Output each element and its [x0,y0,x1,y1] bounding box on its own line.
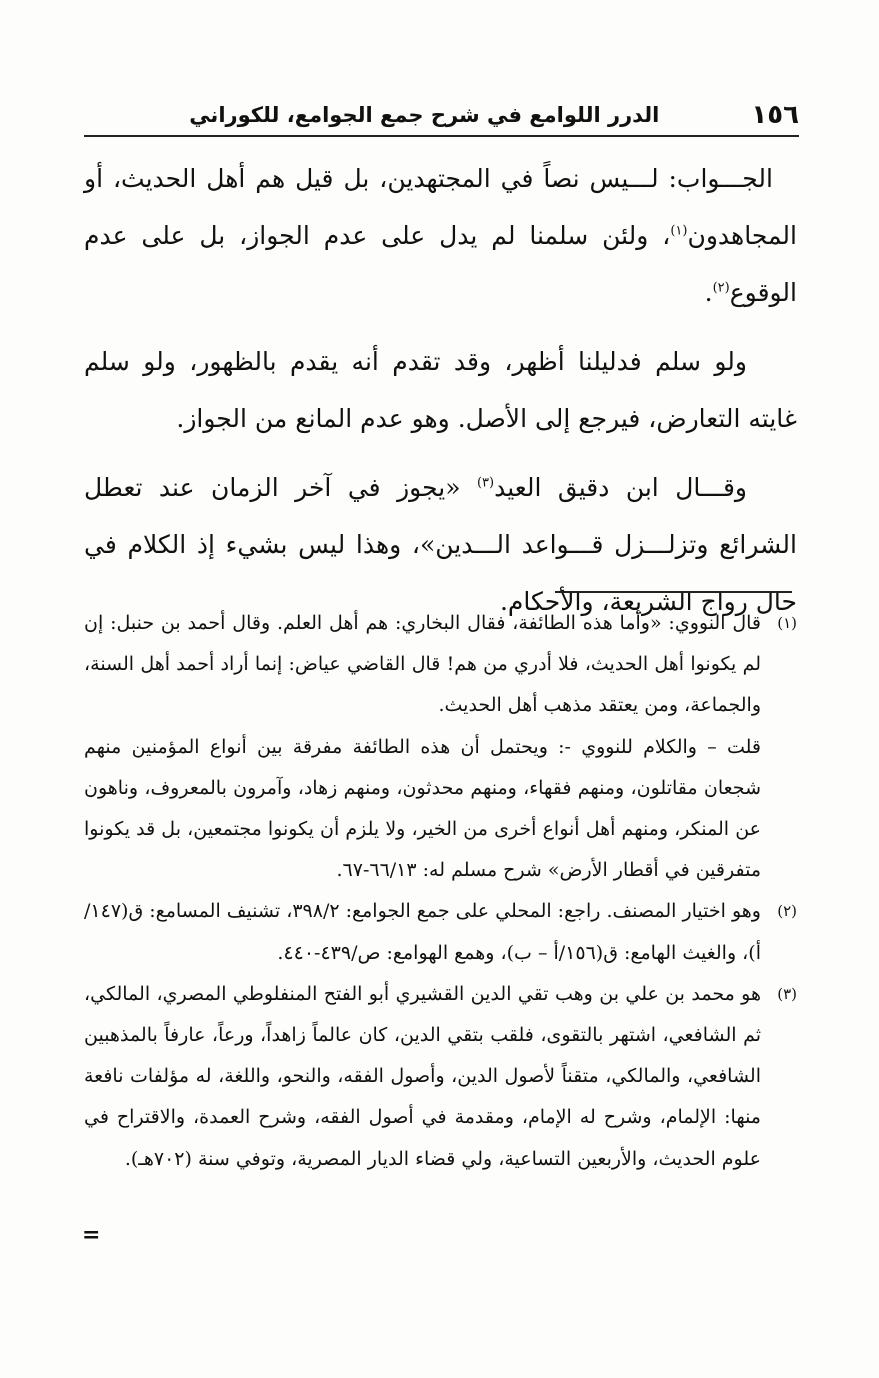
page-number: ١٥٦ [751,100,799,130]
footnote-number: (٢) [777,902,797,921]
header-rule [84,135,799,137]
footnote-2 [84,891,797,973]
footnote-ref-3[interactable]: (٣) [476,475,495,491]
footnote-text: قال النووي: «وأما هذه الطائفة، فقال البخاري: هم أهل العلم. وقال أحمد بن حنبل: إن لم يكونوا أهل الحديث، فلا أدري من هم! قال القاضي عياض: إنما أراد أحمد أهل السنة، والجماعة، ومن يعتقد مذهب أهل الحديث. [84,612,761,717]
footnote-3 [84,974,797,1180]
paragraph-ibn-daqiq: وقـــال ابن دقيق العيد$^{(٣)}$ «يجوز في آخر الزمان عند تعطل الشرائع وتزلـــزل قـــواعد الـــدين»، وهذا ليس بشيء إذ الكلام في حال رواج الشريعة، والأحكام. [84,473,797,616]
running-title: الدرر اللوامع في شرح جمع الجوامع، للكوراني [189,103,660,127]
footnote-number: (٣) [777,984,797,1003]
footnotes [84,603,797,1180]
footnote-text: قلت – والكلام للنووي -: ويحتمل أن هذه الطائفة مفرقة بين أنواع المؤمنين منهم شجعان مقاتلون، ومنهم فقهاء، ومنهم محدثون، ومنهم زهاد، وآمرون بالمعروف، وناهون عن المنكر، ومنهم أهل أنواع أخرى من الخير، ولا يلزم أن يكونوا مجتمعين، بل قد يكونوا متفرقين في أقطار الأرض» شرح مسلم له: ٦٦/١٣-٦٧. [84,735,761,882]
footnote-number: (١) [777,614,797,632]
footnote-ref-2[interactable]: (٢) [712,280,730,296]
continuation-mark: = [82,1222,101,1248]
footnote-text: وهو اختيار المصنف. راجع: المحلي على جمع الجوامع: ٣٩٨/٢، تشنيف المسامع: ق(١٤٧/أ)، والغيث الهامع: ق(١٥٦/أ – ب)، وهمع الهوامع: ص/٤٣٩-٤٤٠. [84,900,761,964]
footnote-ref-1[interactable]: (١) [670,223,688,239]
page-header [84,95,799,135]
paragraph-evidence: ولو سلم فدليلنا أظهر، وقد تقدم أنه يقدم بالظهور، ولو سلم غايته التعارض، فيرجع إلى الأصل. وهو عدم المانع من الجواز. [84,347,797,433]
main-text [84,150,797,642]
paragraph-answer: الجـــواب: لـــيس نصاً في المجتهدين، بل قيل هم أهل الحديث، أو المجاهدون$^{(١)}$، ولئن سلمنا لم يدل على عدم الجواز، بل على عدم الوقوع$^{(٢)}$. [84,164,797,307]
footnote-1 [84,603,797,891]
footnote-text: هو محمد بن علي بن وهب تقي الدين القشيري أبو الفتح المنفلوطي المصري، المالكي، ثم الشافعي، اشتهر بالتقوى، فلقب بتقي الدين، كان عالماً زاهداً، ورعاً، عارفاً بالمذهبين الشافعي، والمالكي، متقناً لأصول الدين، وأصول الفقه، والنحو، واللغة، له مؤلفات نافعة منها: الإلمام، وشرح له الإمام، ومقدمة في أصول الفقه، وشرح العمدة، والاقتراح في علوم الحديث، والأربعين التساعية، ولي قضاء الديار المصرية، وتوفي سنة (٧٠٢هـ). [84,982,761,1170]
footnote-separator [555,591,792,593]
